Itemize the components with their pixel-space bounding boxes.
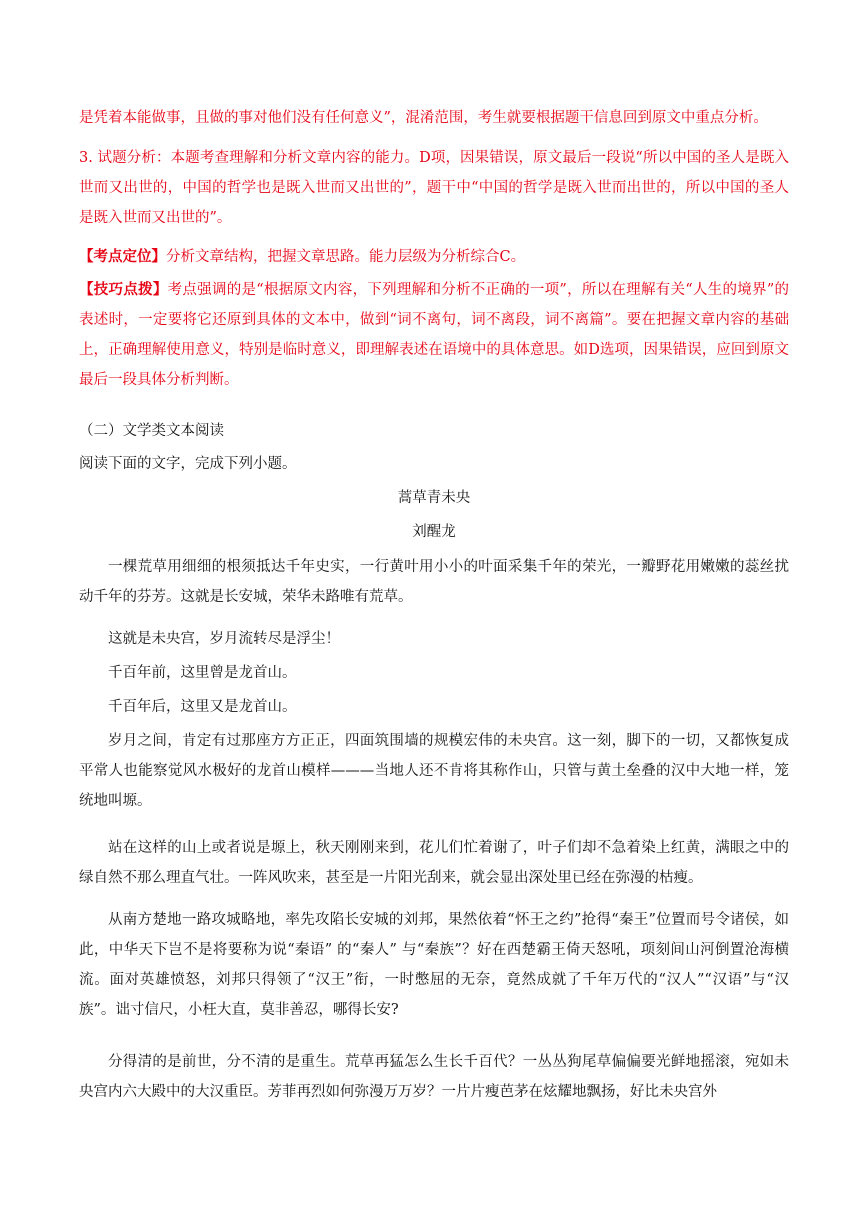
answer-paragraph-1: 是凭着本能做事，且做的事对他们没有任何意义”，混淆范围，考生就要根据题干信息回到原文中重点分析。 [79, 110, 768, 126]
jiqiao-text: 考点强调的是“根据原文内容，下列理解和分析不正确的一项”，所以在理解有关“人生的境界”的表述时，一定要将它还原到具体的文本中，做到“词不离句，词不离段，词不离篇”。要在把握文章内容的基础上，正确理解使用意义，特别是临时意义，即理解表述在语境中的具体意思。如D选项，因果错误，应回到原文最后一段具体分析判断。 [79, 282, 789, 388]
instruction-text: 阅读下面的文字，完成下列小题。 [79, 456, 297, 472]
article-paragraph-8: 分得清的是前世，分不清的是重生。荒草再猛怎么生长千百代？一丛丛狗尾草偏偏要光鲜地摇滚，宛如未央宫内六大殿中的大汉重臣。芳菲再烈如何弥漫万万岁？一片片瘦芭茅在炫耀地飘扬，好比未央宫外 [79, 1054, 789, 1100]
article-paragraph-2: 这就是未央宫，岁月流转尽是浮尘！ [108, 631, 340, 647]
article-paragraph-6: 站在这样的山上或者说是塬上，秋天刚刚来到，花儿们忙着谢了，叶子们却不急着染上红黄，满眼之中的绿自然不那么理直气壮。一阵风吹来，甚至是一片阳光刮来，就会显出深处里已经在弥漫的枯瘦。 [79, 840, 789, 886]
article-title: 蒿草青未央 [397, 490, 471, 506]
kaodian-text: 分析文章结构，把握文章思路。能力层级为分析综合C。 [166, 249, 526, 265]
jiqiao-tag: 【技巧点拨】 [79, 281, 168, 298]
article-paragraph-4: 千百年后，这里又是龙首山。 [108, 699, 297, 715]
article-paragraph-7: 从南方楚地一路攻城略地，率先攻陷长安城的刘邦，果然依着“怀王之约”抢得“秦王”位置而号令诸侯，如此，中华天下岂不是将要称为说“秦语” 的“秦人” 与“秦族”？好在西楚霸王倚天怒吼，项刻间山河倒置沧海横流。面对英雄愤怒，刘邦只得领了“汉王”衔，一时憋屈的无奈，竟然成就了千年万代的“汉人”“汉语”与“汉族”。诎寸信尺，小枉大直，莫非善忍，哪得长安? [79, 912, 789, 1018]
article-paragraph-3: 千百年前，这里曾是龙首山。 [108, 665, 297, 681]
article-paragraph-1: 一棵荒草用细细的根须抵达千年史实，一行黄叶用小小的叶面采集千年的荣光，一瓣野花用嫩嫩的蕊丝扰动千年的芬芳。这就是长安城，荣华未路唯有荒草。 [79, 559, 789, 605]
answer-paragraph-2: 3. 试题分析：本题考查理解和分析文章内容的能力。D项，因果错误，原文最后一段说“所以中国的圣人是既入世而又出世的，中国的哲学也是既入世而又出世的”，题干中“中国的哲学是既入世而出世的，所以中国的圣人是既入世而又出世的”。 [79, 150, 789, 226]
answer-paragraph-3 [79, 242, 789, 272]
answer-paragraph-4 [79, 275, 789, 395]
section-heading: （二）文学类文本阅读 [79, 423, 224, 439]
kaodian-tag: 【考点定位】 [79, 248, 166, 265]
article-paragraph-5: 岁月之间，肯定有过那座方方正正，四面筑围墙的规模宏伟的未央宫。这一刻，脚下的一切，又都恢复成平常人也能察觉风水极好的龙首山模样———当地人还不肯将其称作山，只管与黄土垒叠的汉中大地一样，笼统地叫塬。 [79, 733, 789, 809]
article-author: 刘醒龙 [412, 524, 456, 540]
